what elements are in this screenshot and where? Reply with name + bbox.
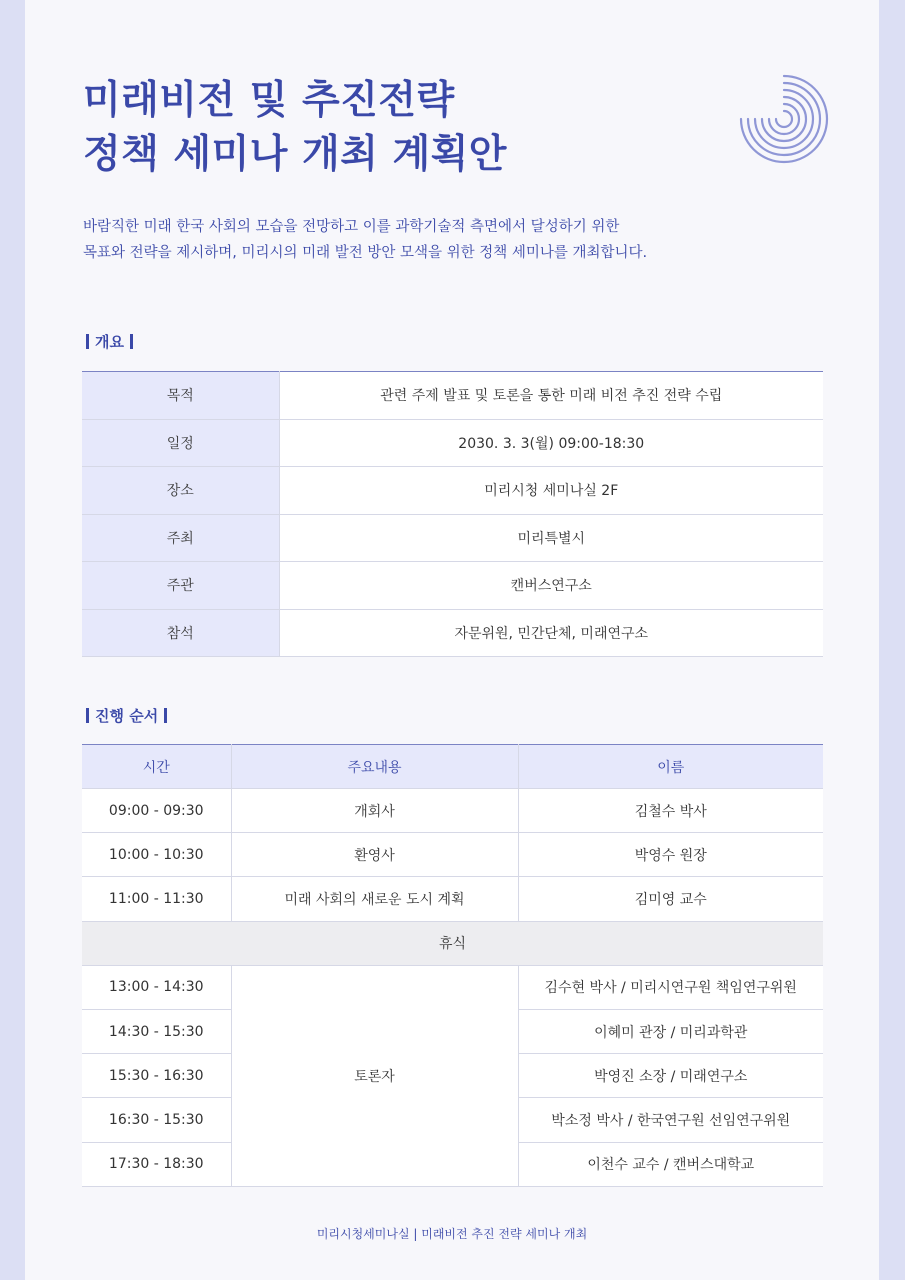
intro-line-1: 바람직한 미래 한국 사회의 모습을 전망하고 이를 과학기술적 측면에서 달성하기 위한 [83,219,620,235]
schedule-heading [80,705,173,726]
overview-key: 일정 [82,419,279,467]
overview-key: 참석 [82,609,279,657]
content-cell: 미래 사회의 새로운 도시 계획 [231,877,518,921]
page-footer: 미리시청세미나실 | 미래비전 추진 전략 세미나 개최 [316,1227,588,1241]
name-cell: 김수현 박사 / 미리시연구원 책임연구위원 [518,965,823,1009]
overview-key: 주최 [82,514,279,562]
name-cell: 박소정 박사 / 한국연구원 선임연구위원 [518,1098,823,1142]
panel-content-cell: 토론자 [231,965,518,1186]
table-row [82,965,823,1009]
intro-line-2: 목표와 전략을 제시하며, 미리시의 미래 발전 방안 모색을 위한 정책 세미나를 개최합니다. [83,245,648,261]
schedule-table [82,744,823,1187]
heading-bar-right [130,334,133,349]
table-row [82,789,823,833]
table-row [82,419,823,467]
break-cell: 휴식 [82,921,823,965]
heading-bar-right [164,708,167,723]
time-cell: 14:30 - 15:30 [82,1009,231,1053]
column-header-content: 주요내용 [231,745,518,789]
overview-table [82,371,823,657]
time-cell: 15:30 - 16:30 [82,1054,231,1098]
time-cell: 17:30 - 18:30 [82,1142,231,1186]
table-row [82,562,823,610]
table-row [82,833,823,877]
overview-value: 캔버스연구소 [279,562,823,610]
title-line-2: 정책 세미나 개최 계획안 [83,132,507,177]
intro-text [83,214,647,266]
table-row [82,467,823,515]
name-cell: 박영진 소장 / 미래연구소 [518,1054,823,1098]
overview-key: 주관 [82,562,279,610]
content-cell: 환영사 [231,833,518,877]
time-cell: 10:00 - 10:30 [82,833,231,877]
name-cell: 김철수 박사 [518,789,823,833]
table-row [82,877,823,921]
overview-heading [80,331,139,352]
column-header-name: 이름 [518,745,823,789]
time-cell: 11:00 - 11:30 [82,877,231,921]
name-cell: 김미영 교수 [518,877,823,921]
title-line-1: 미래비전 및 추진전략 [83,78,455,123]
time-cell: 09:00 - 09:30 [82,789,231,833]
time-cell: 13:00 - 14:30 [82,965,231,1009]
page-title [83,74,507,182]
document-page [25,0,879,1280]
overview-heading-label: 개요 [95,333,124,351]
break-row [82,921,823,965]
overview-key: 목적 [82,372,279,420]
table-header-row [82,745,823,789]
overview-value: 관련 주제 발표 및 토론을 통한 미래 비전 추진 전략 수립 [279,372,823,420]
table-row [82,609,823,657]
content-cell: 개회사 [231,789,518,833]
concentric-arcs-icon [737,68,831,186]
heading-bar-left [86,708,89,723]
table-row [82,514,823,562]
overview-value: 자문위원, 민간단체, 미래연구소 [279,609,823,657]
time-cell: 16:30 - 15:30 [82,1098,231,1142]
overview-value: 미리특별시 [279,514,823,562]
table-row [82,372,823,420]
schedule-heading-label: 진행 순서 [95,707,159,725]
overview-value: 미리시청 세미나실 2F [279,467,823,515]
name-cell: 이천수 교수 / 캔버스대학교 [518,1142,823,1186]
heading-bar-left [86,334,89,349]
overview-value: 2030. 3. 3(월) 09:00-18:30 [279,419,823,467]
name-cell: 박영수 원장 [518,833,823,877]
column-header-time: 시간 [82,745,231,789]
name-cell: 이혜미 관장 / 미리과학관 [518,1009,823,1053]
overview-key: 장소 [82,467,279,515]
